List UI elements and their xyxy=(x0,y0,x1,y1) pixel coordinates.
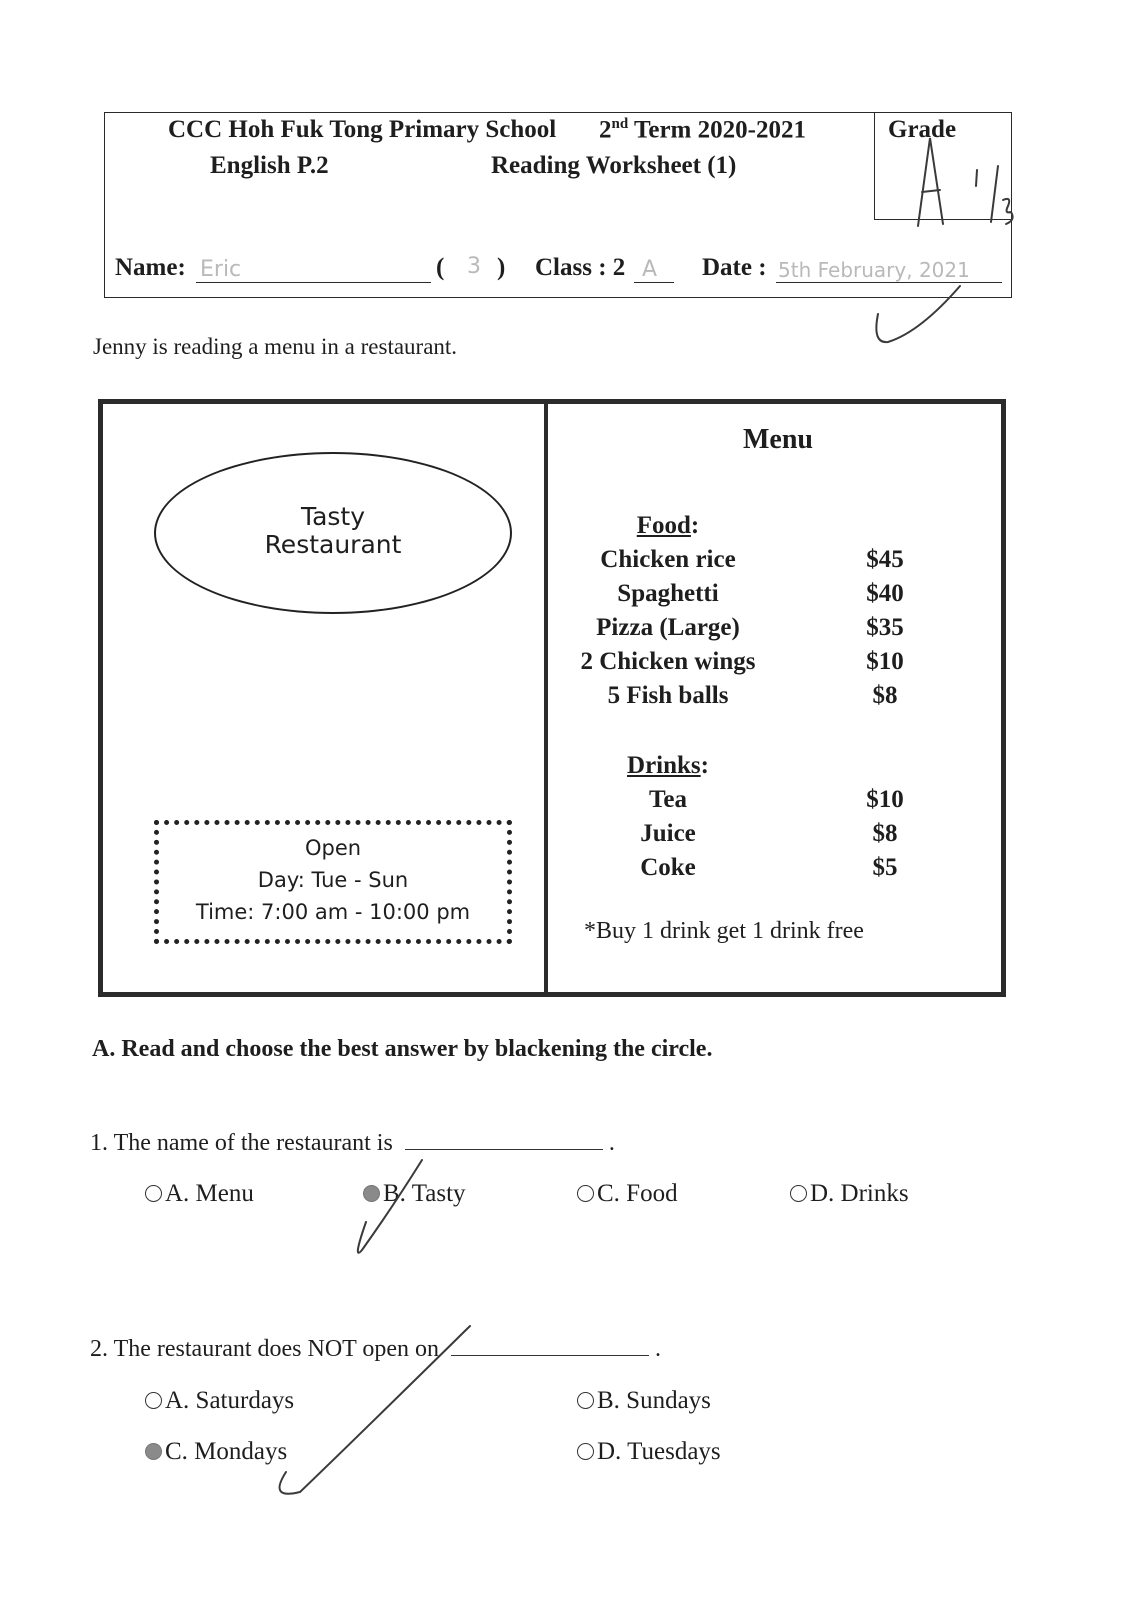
date-label: Date : xyxy=(702,254,767,281)
food-item-price: $40 xyxy=(866,580,904,607)
class-label: Class : 2 xyxy=(535,254,626,281)
open-time: Time: 7:00 am - 10:00 pm xyxy=(195,900,471,924)
q1-option-a-circle[interactable] xyxy=(145,1185,162,1202)
intro-text: Jenny is reading a menu in a restaurant. xyxy=(93,334,458,359)
q2-option-d-circle[interactable] xyxy=(577,1443,594,1460)
class-number-value: 3 xyxy=(467,254,481,279)
q1-option-c[interactable]: C. Food xyxy=(577,1180,678,1208)
q1-option-d[interactable]: D. Drinks xyxy=(790,1180,909,1208)
name-field[interactable] xyxy=(196,254,431,290)
food-item-price: $35 xyxy=(866,614,904,641)
q2-option-b-circle[interactable] xyxy=(577,1392,594,1409)
drink-item-price: $5 xyxy=(872,854,898,881)
class-number-close: ) xyxy=(497,254,506,281)
food-item-name: Pizza (Large) xyxy=(596,614,740,641)
food-item-price: $8 xyxy=(872,682,898,709)
class-number-open: ( xyxy=(436,254,445,281)
answer-blank xyxy=(451,1335,649,1356)
q2-option-c-circle[interactable] xyxy=(145,1443,162,1460)
question-1: 1. The name of the restaurant is . xyxy=(90,1130,615,1156)
food-item-name: Spaghetti xyxy=(617,580,719,607)
drink-item-name: Coke xyxy=(640,854,696,881)
drink-item-name: Tea xyxy=(649,786,687,813)
q2-option-d[interactable]: D. Tuesdays xyxy=(577,1438,721,1466)
term: 2nd Term 2020-2021 xyxy=(599,116,806,144)
class-value: A xyxy=(642,257,658,282)
drink-item-price: $8 xyxy=(872,820,898,847)
drink-item-price: $10 xyxy=(866,786,904,813)
answer-blank xyxy=(405,1129,603,1150)
food-item-name: Chicken rice xyxy=(600,546,736,573)
q1-option-b-circle[interactable] xyxy=(363,1185,380,1202)
q1-option-a[interactable]: A. Menu xyxy=(145,1180,254,1208)
food-heading: Food: xyxy=(636,512,700,539)
q1-option-b[interactable]: B. Tasty xyxy=(363,1180,466,1208)
q2-option-a[interactable]: A. Saturdays xyxy=(145,1387,294,1415)
open-days: Day: Tue - Sun xyxy=(257,868,409,892)
class-field[interactable] xyxy=(634,254,674,290)
food-item-name: 5 Fish balls xyxy=(607,682,729,709)
subject: English P.2 xyxy=(210,152,329,179)
school-name: CCC Hoh Fuk Tong Primary School xyxy=(168,116,557,143)
q1-option-c-circle[interactable] xyxy=(577,1185,594,1202)
drinks-heading: Drinks: xyxy=(627,752,709,779)
name-label: Name: xyxy=(115,254,186,281)
date-value: 5th February, 2021 xyxy=(778,258,970,282)
menu-title: Menu xyxy=(743,424,813,455)
promo-note: *Buy 1 drink get 1 drink free xyxy=(584,918,864,944)
logo-line-1: Tasty xyxy=(300,502,366,531)
grade-label: Grade xyxy=(888,116,957,143)
logo-line-2: Restaurant xyxy=(264,530,402,559)
question-2: 2. The restaurant does NOT open on . xyxy=(90,1336,662,1362)
worksheet-title: Reading Worksheet (1) xyxy=(491,152,737,179)
q1-option-d-circle[interactable] xyxy=(790,1185,807,1202)
food-item-name: 2 Chicken wings xyxy=(580,648,756,675)
food-item-price: $10 xyxy=(866,648,904,675)
open-label: Open xyxy=(304,836,362,860)
date-field[interactable] xyxy=(776,254,1002,290)
q2-option-b[interactable]: B. Sundays xyxy=(577,1387,711,1415)
food-item-price: $45 xyxy=(866,546,904,573)
name-value: Eric xyxy=(200,257,242,282)
q2-option-a-circle[interactable] xyxy=(145,1392,162,1409)
q2-option-c[interactable]: C. Mondays xyxy=(145,1438,287,1466)
drink-item-name: Juice xyxy=(640,820,696,847)
section-a-instruction: A. Read and choose the best answer by blackening the circle. xyxy=(92,1036,713,1062)
